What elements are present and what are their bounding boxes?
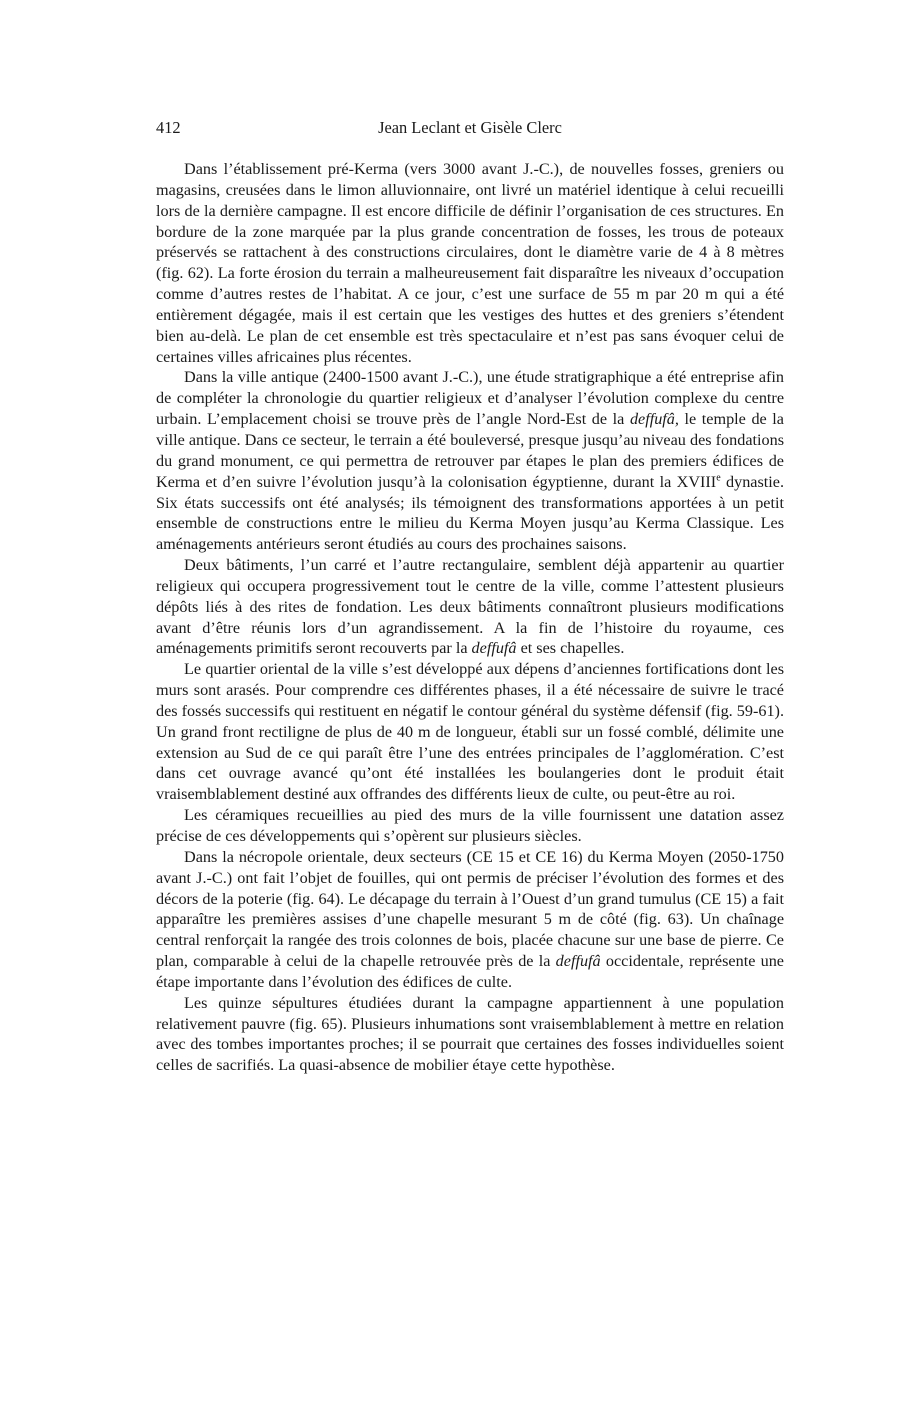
italic-term: deffufâ xyxy=(471,639,517,658)
paragraph-text: Dans la nécropole orientale, deux secteurs (CE 15 et CE 16) du Kerma Moyen (2050-1750 avant J.-C.) ont fait l’objet de fouilles, qui ont permis de préciser l’évolution des formes et des décors de la poterie (fig. 64). Le décapage du terrain à l’Ouest d’un grand tumulus (CE 15) a fait apparaître les premières assises d’une chapelle mesurant 5 m de côté (fig. 63). Un chaînage central renforçait la rangée des trois colonnes de bois, placée chacune sur une base de pierre. Ce plan, comparable à celui de la chapelle retrouvée près de la xyxy=(156,847,784,971)
paragraph-text: le temple de la ville antique. Dans ce secteur, le terrain a été bouleversé, presque jusqu’au niveau des fondations du grand monument, ce qui permettra de retrouver par étapes le plan des premiers édifices de Kerma et d’en suivre l’évolution jusqu’à la colonisation égyptienne, durant la XVIII xyxy=(156,410,784,491)
page-number: 412 xyxy=(156,118,181,137)
paragraph-text: Dans la ville antique (2400-1500 avant J.-C.), une étude stratigraphique a été entreprise afin de compléter la chronologie du quartier religieux et d’analyser l’évolution complexe du centre urbain. L’emplacement choisi se trouve près de l’angle Nord-Est de la xyxy=(156,368,784,429)
paragraph-quartier-oriental: Le quartier oriental de la ville s’est développé aux dépens d’anciennes fortifications dont les murs sont arasés. Pour comprendre ces différentes phases, il a été nécessaire de suivre le tracé des fossés successifs qui restituent en négatif le contour général du système défensif (fig. 59-61). Un grand front rectiligne de plus de 40 m de longueur, établi sur un fossé comblé, délimite une extension au Sud de ce qui paraît être l’une des entrées principales de l’agglomération. C’est dans cet ouvrage avancé qu’ont été installées les boulangeries dont le produit était vraisemblablement destiné aux offrandes des différents lieux de culte, ou peut-être au roi. xyxy=(156,660,784,804)
paragraph-sepultures: Les quinze sépultures étudiées durant la campagne appartiennent à une population relativement pauvre (fig. 65). Plusieurs inhumations sont vraisemblablement à mettre en relation avec des tombes importantes proches; il se pourrait que certaines des fosses individuelles soient celles de sacrifiés. La quasi-absence de mobilier étaye cette hypothèse. xyxy=(156,993,784,1075)
paragraph-pre-kerma: Dans l’établissement pré-Kerma (vers 3000 avant J.-C.), de nouvelles fosses, greniers ou magasins, creusées dans le limon alluvionnaire, ont livré un matériel identique à celui recueilli lors de la dernière campagne. Il est encore difficile de définir l’organisation de ces structures. En bordure de la zone marquée par la plus grande concentration de fosses, les trous de poteaux préservés se rattachent à des constructions circulaires, dont le diamètre varie de 4 à 8 mètres (fig. 62). La forte érosion du terrain a malheureusement fait disparaître les niveaux d’occupation comme d’autres restes de l’habitat. A ce jour, c’est une surface de 55 m par 20 m qui a été entièrement dégagée, mais il est certain que les vestiges des huttes et des greniers s’étendent bien au-delà. Le plan de cet ensemble est très spectaculaire et n’est pas sans évoquer celui de certaines villes africaines plus récentes. xyxy=(156,160,784,366)
body-text xyxy=(156,159,784,1076)
paragraph-text: dynastie. Six états successifs ont été analysés; ils témoignent des transformations apportées à un petit ensemble de constructions entre le milieu du Kerma Moyen jusqu’au Kerma Classique. Les aménagements antérieurs seront étudiés au cours des prochaines saisons. xyxy=(156,472,784,554)
paragraph-deux-batiments xyxy=(156,555,784,659)
italic-term: deffufâ xyxy=(555,952,601,971)
paragraph-text: Deux bâtiments, l’un carré et l’autre rectangulaire, semblent déjà appartenir au quartier religieux qui occupera progressivement tout le centre de la ville, comme l’attestent plusieurs dépôts liés à des rites de fondation. Les deux bâtiments connaîtront plusieurs modifications avant d’être réunis lors d’un agrandissement. A la fin de l’histoire du royaume, ces aménagements primitifs seront recouverts par la xyxy=(156,556,784,658)
paragraph-ville-antique xyxy=(156,367,784,555)
page-header xyxy=(156,114,784,142)
paragraph-ceramiques: Les céramiques recueillies au pied des murs de la ville fournissent une datation assez précise de ces développements qui s’opèrent sur plusieurs siècles. xyxy=(156,806,784,845)
paragraph-necropole xyxy=(156,847,784,993)
paragraph-text: occidentale, représente une étape importante dans l’évolution des édifices de culte. xyxy=(156,952,784,991)
superscript: e xyxy=(716,472,721,484)
running-head: Jean Leclant et Gisèle Clerc xyxy=(378,118,562,137)
italic-term: deffufâ, xyxy=(629,410,679,429)
paragraph-text: et ses chapelles. xyxy=(516,639,625,658)
